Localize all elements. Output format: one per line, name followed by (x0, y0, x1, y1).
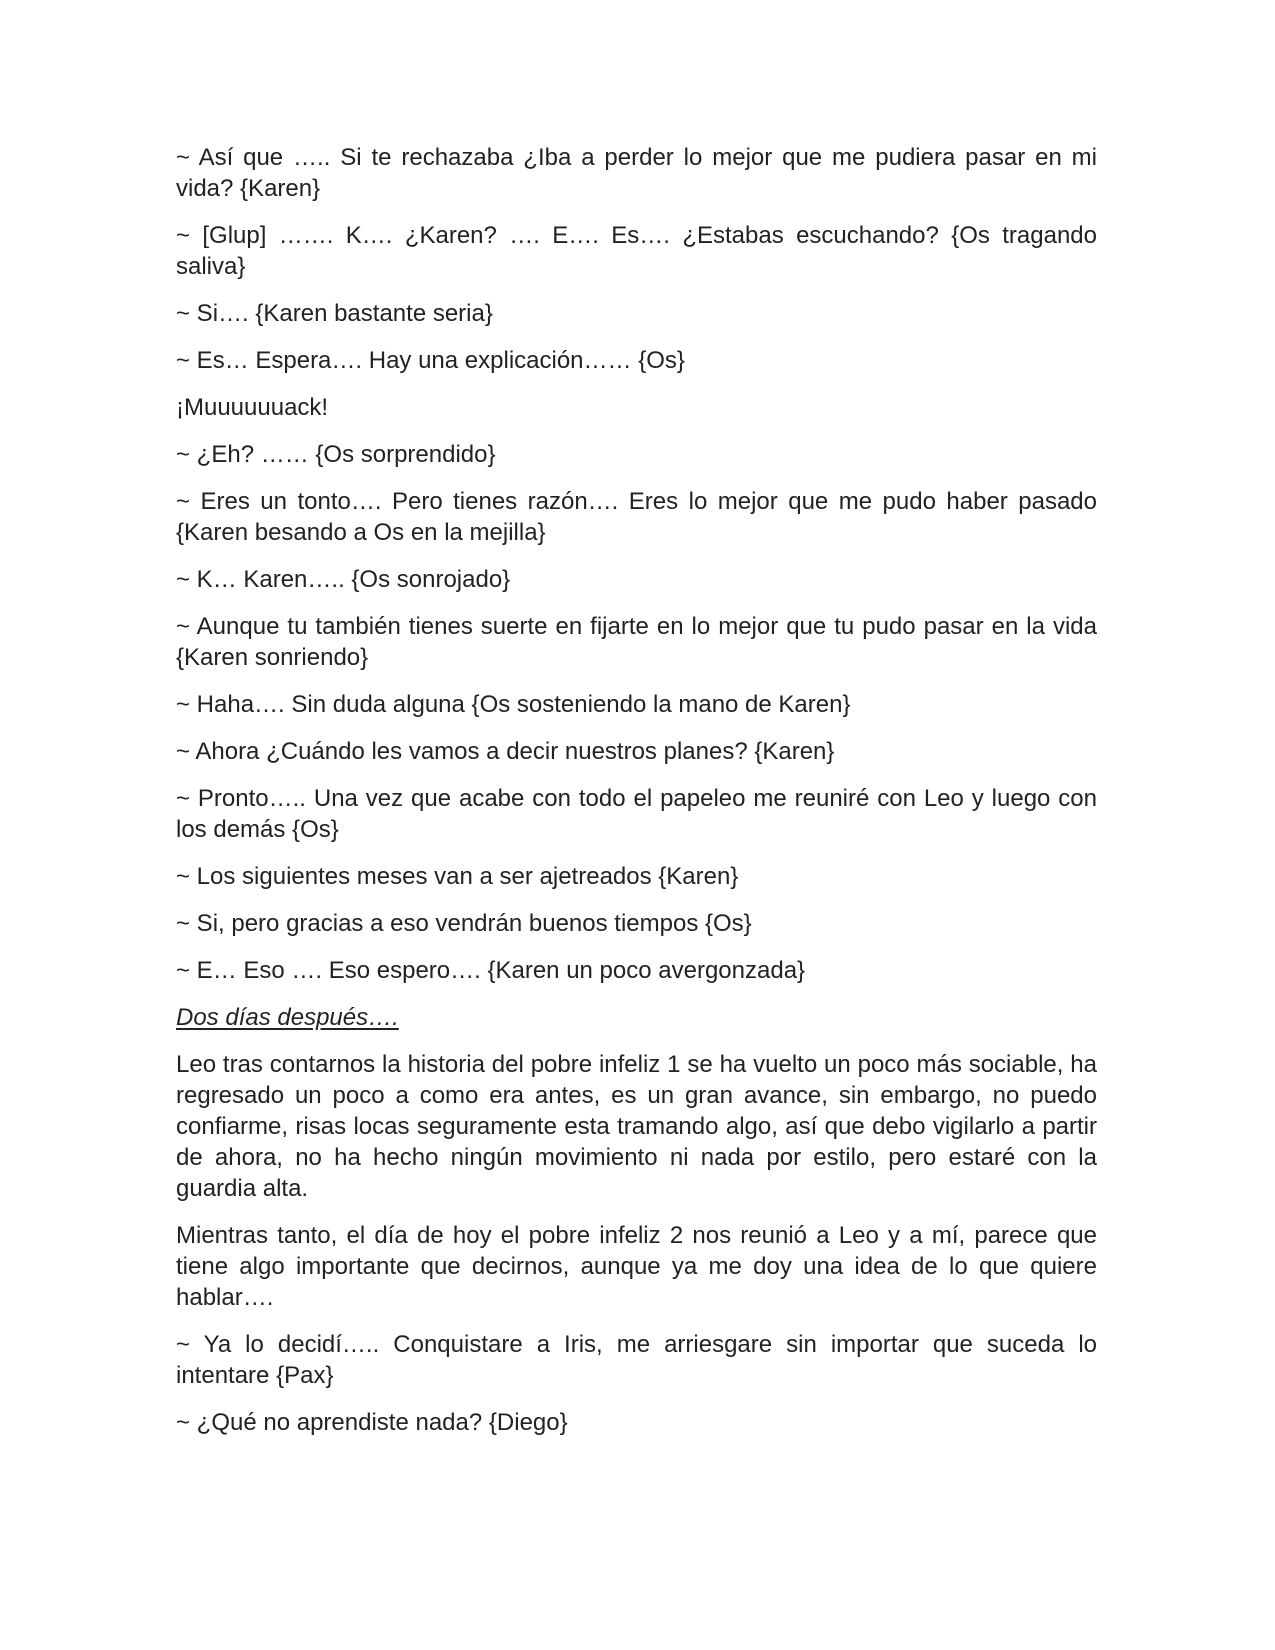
dialogue-line: ~ Los siguientes meses van a ser ajetreados {Karen} (176, 863, 739, 890)
document-page (176, 142, 1097, 1454)
dialogue-line: ~ K… Karen….. {Os sonrojado} (176, 566, 511, 593)
dialogue-line: ~ Así que ….. Si te rechazaba ¿Iba a perder lo mejor que me pudiera pasar en mi vida? {Karen} (176, 144, 1097, 202)
dialogue-line: ~ Pronto….. Una vez que acabe con todo el papeleo me reuniré con Leo y luego con los demás {Os} (176, 785, 1097, 843)
narration-paragraph: Leo tras contarnos la historia del pobre infeliz 1 se ha vuelto un poco más sociable, ha regresado un poco a como era antes, es un gran avance, sin embargo, no puedo confiarme, risas locas seguramente esta tramando algo, así que debo vigilarlo a partir de ahora, no ha hecho ningún movimiento ni nada por estilo, pero estaré con la guardia alta. (176, 1051, 1097, 1202)
dialogue-line: ~ Si, pero gracias a eso vendrán buenos tiempos {Os} (176, 910, 752, 937)
dialogue-line: ~ Haha…. Sin duda alguna {Os sosteniendo la mano de Karen} (176, 691, 851, 718)
dialogue-line: ~ Si…. {Karen bastante seria} (176, 300, 493, 327)
dialogue-line: ~ E… Eso …. Eso espero…. {Karen un poco avergonzada} (176, 957, 806, 984)
dialogue-line: ~ ¿Qué no aprendiste nada? {Diego} (176, 1409, 568, 1436)
dialogue-line: ~ [Glup] ……. K…. ¿Karen? …. E…. Es…. ¿Estabas escuchando? {Os tragando saliva} (176, 222, 1097, 280)
dialogue-line: ~ Ya lo decidí….. Conquistare a Iris, me arriesgare sin importar que suceda lo intentare {Pax} (176, 1331, 1097, 1389)
scene-heading: Dos días después…. (176, 1004, 399, 1031)
dialogue-line: ~ Aunque tu también tienes suerte en fijarte en lo mejor que tu pudo pasar en la vida {Karen sonriendo} (176, 613, 1097, 671)
sound-effect-line: ¡Muuuuuuack! (176, 394, 329, 421)
narration-paragraph: Mientras tanto, el día de hoy el pobre infeliz 2 nos reunió a Leo y a mí, parece que tiene algo importante que decirnos, aunque ya me doy una idea de lo que quiere hablar…. (176, 1222, 1097, 1311)
dialogue-line: ~ Ahora ¿Cuándo les vamos a decir nuestros planes? {Karen} (176, 738, 835, 765)
dialogue-line: ~ Eres un tonto…. Pero tienes razón…. Eres lo mejor que me pudo haber pasado {Karen besando a Os en la mejilla} (176, 488, 1097, 546)
dialogue-line: ~ ¿Eh? …… {Os sorprendido} (176, 441, 496, 468)
dialogue-line: ~ Es… Espera…. Hay una explicación…… {Os} (176, 347, 685, 374)
